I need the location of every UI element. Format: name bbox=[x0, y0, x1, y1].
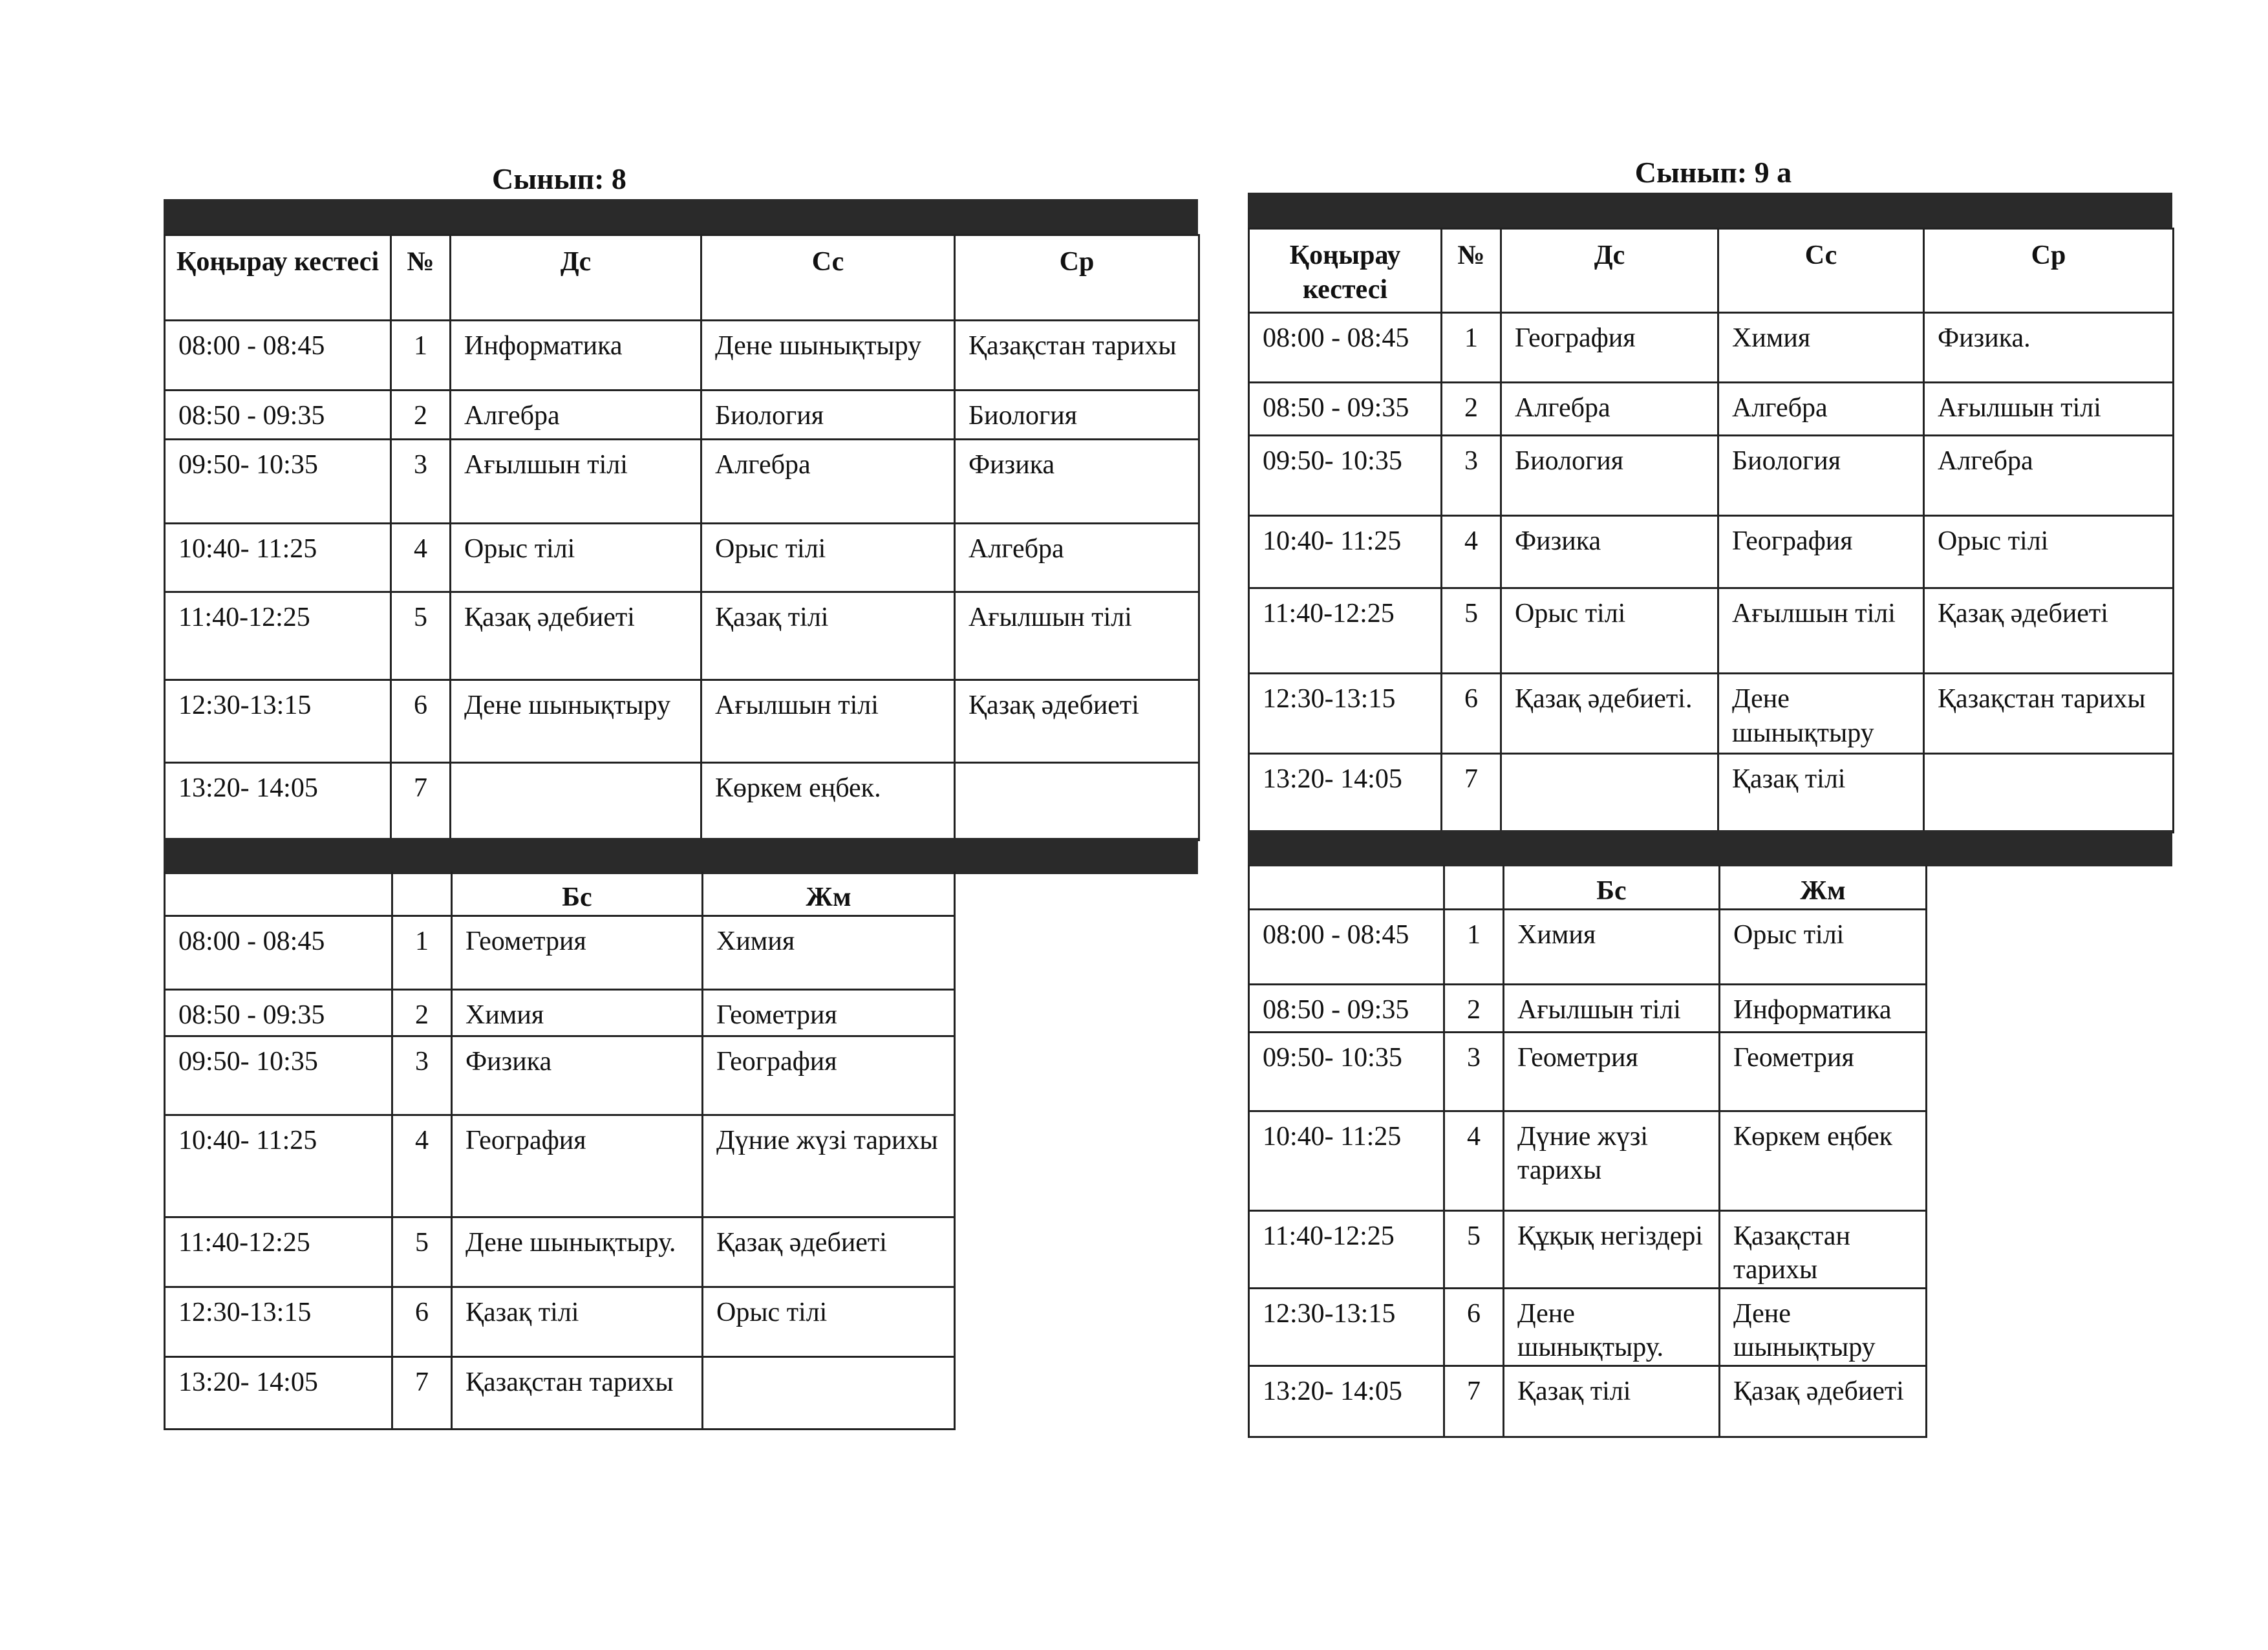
class-9a-mid-bar bbox=[1248, 830, 2172, 866]
subject-cell: Алгебра bbox=[701, 440, 955, 524]
lesson-number-cell: 7 bbox=[1442, 754, 1501, 833]
table-row bbox=[1249, 1210, 1927, 1288]
table-row bbox=[1249, 909, 1927, 984]
subject-cell: Дене шынықтыру. bbox=[452, 1217, 703, 1287]
time-cell: 08:00 - 08:45 bbox=[1249, 909, 1444, 984]
subject-cell: Орыс тілі bbox=[1924, 516, 2174, 588]
subject-cell: Орыс тілі bbox=[701, 524, 955, 592]
lesson-number-cell: 5 bbox=[1444, 1210, 1504, 1288]
subject-cell: Қазақ әдебиеті. bbox=[1501, 674, 1718, 754]
table-row bbox=[1249, 436, 2174, 516]
subject-cell: Қазақ тілі bbox=[701, 592, 955, 680]
lesson-number-cell: 4 bbox=[1442, 516, 1501, 588]
subject-cell: Химия bbox=[452, 989, 703, 1036]
time-cell: 10:40- 11:25 bbox=[1249, 1111, 1444, 1210]
table-row bbox=[165, 916, 955, 989]
subject-cell: Ағылшын тілі bbox=[1718, 588, 1924, 674]
subject-cell: Қазақ әдебиеті bbox=[1924, 588, 2174, 674]
lesson-number-cell: 3 bbox=[1444, 1032, 1504, 1111]
time-cell: 10:40- 11:25 bbox=[165, 1115, 392, 1217]
lesson-number-cell: 3 bbox=[392, 1036, 452, 1115]
time-cell: 12:30-13:15 bbox=[165, 1287, 392, 1356]
header-row bbox=[165, 872, 955, 916]
time-cell: 11:40-12:25 bbox=[165, 592, 391, 680]
day-header: Жм bbox=[703, 872, 955, 916]
subject-cell: Орыс тілі bbox=[1720, 909, 1927, 984]
time-cell: 12:30-13:15 bbox=[1249, 674, 1442, 754]
subject-cell: Биология bbox=[1501, 436, 1718, 516]
time-cell: 08:50 - 09:35 bbox=[1249, 984, 1444, 1032]
table-row bbox=[165, 1036, 955, 1115]
table-row bbox=[1249, 1032, 1927, 1111]
subject-cell: Орыс тілі bbox=[451, 524, 701, 592]
lesson-number-cell: 7 bbox=[391, 763, 451, 841]
table-row bbox=[165, 391, 1199, 440]
subject-cell: Қазақ тілі bbox=[452, 1287, 703, 1356]
subject-cell: Физика bbox=[955, 440, 1199, 524]
subject-cell: Дене шынықтыру. bbox=[1504, 1288, 1720, 1366]
time-cell: 13:20- 14:05 bbox=[1249, 1366, 1444, 1437]
time-cell: 09:50- 10:35 bbox=[165, 440, 391, 524]
lesson-number-cell: 2 bbox=[391, 391, 451, 440]
subject-cell: Дене шынықтыру bbox=[1720, 1288, 1927, 1366]
table-row bbox=[165, 1356, 955, 1429]
subject-cell: Химия bbox=[1504, 909, 1720, 984]
table-row bbox=[1249, 1288, 1927, 1366]
subject-cell: Алгебра bbox=[451, 391, 701, 440]
subject-cell: Қазақ әдебиеті bbox=[955, 680, 1199, 763]
subject-cell: Қазақ әдебиеті bbox=[1720, 1366, 1927, 1437]
lesson-number-cell: 7 bbox=[1444, 1366, 1504, 1437]
lesson-number-cell: 4 bbox=[1444, 1111, 1504, 1210]
class-9a-rows-bottom bbox=[1249, 909, 1927, 1437]
subject-cell: Биология bbox=[1718, 436, 1924, 516]
time-cell: 10:40- 11:25 bbox=[165, 524, 391, 592]
blank-header bbox=[165, 872, 392, 916]
subject-cell: Ағылшын тілі bbox=[1504, 984, 1720, 1032]
subject-cell: Қазақ әдебиеті bbox=[451, 592, 701, 680]
day-header: Бс bbox=[452, 872, 703, 916]
table-row bbox=[165, 440, 1199, 524]
time-cell: 10:40- 11:25 bbox=[1249, 516, 1442, 588]
table-row bbox=[1249, 754, 2174, 833]
class-9a-top-bar bbox=[1248, 193, 2172, 229]
subject-cell: Көркем еңбек. bbox=[701, 763, 955, 841]
day-header: Сс bbox=[701, 235, 955, 321]
time-cell: 08:50 - 09:35 bbox=[165, 989, 392, 1036]
class-9a-title: Сынып: 9 а bbox=[1634, 156, 1792, 189]
header-row bbox=[165, 235, 1199, 321]
subject-cell bbox=[703, 1356, 955, 1429]
time-cell: 13:20- 14:05 bbox=[165, 763, 391, 841]
subject-cell: Қазақ әдебиеті bbox=[703, 1217, 955, 1287]
subject-cell: Қазақстан тарихы bbox=[1720, 1210, 1927, 1288]
subject-cell: Ағылшын тілі bbox=[451, 440, 701, 524]
class-8-mid-bar bbox=[164, 838, 1198, 874]
subject-cell: Дүние жүзі тарихы bbox=[703, 1115, 955, 1217]
lesson-number-cell: 1 bbox=[392, 916, 452, 989]
header-row bbox=[1249, 865, 1927, 909]
subject-cell: Орыс тілі bbox=[703, 1287, 955, 1356]
class-8-title: Сынып: 8 bbox=[492, 162, 626, 195]
subject-cell: Алгебра bbox=[1924, 436, 2174, 516]
lesson-number-cell: 2 bbox=[1444, 984, 1504, 1032]
lesson-number-cell: 2 bbox=[392, 989, 452, 1036]
blank-header bbox=[1249, 865, 1444, 909]
subject-cell: Қазақ тілі bbox=[1504, 1366, 1720, 1437]
subject-cell: Алгебра bbox=[955, 524, 1199, 592]
class-9a-table-top bbox=[1248, 228, 2174, 833]
day-header: Жм bbox=[1720, 865, 1927, 909]
subject-cell: Геометрия bbox=[452, 916, 703, 989]
subject-cell: Дене шынықтыру bbox=[451, 680, 701, 763]
time-cell: 08:00 - 08:45 bbox=[1249, 313, 1442, 383]
table-row bbox=[165, 592, 1199, 680]
subject-cell: Қазақстан тарихы bbox=[955, 321, 1199, 391]
day-header: Дс bbox=[1501, 229, 1718, 313]
class-9a-table-bottom bbox=[1248, 865, 1927, 1438]
table-row bbox=[1249, 588, 2174, 674]
lesson-number-cell: 5 bbox=[392, 1217, 452, 1287]
subject-cell: Ағылшын тілі bbox=[955, 592, 1199, 680]
subject-cell: Алгебра bbox=[1718, 383, 1924, 436]
subject-cell bbox=[451, 763, 701, 841]
lesson-number-cell: 6 bbox=[392, 1287, 452, 1356]
time-cell: 09:50- 10:35 bbox=[165, 1036, 392, 1115]
subject-cell: Информатика bbox=[1720, 984, 1927, 1032]
lesson-number-cell: 1 bbox=[1442, 313, 1501, 383]
lesson-number-cell: 3 bbox=[1442, 436, 1501, 516]
subject-cell: Химия bbox=[1718, 313, 1924, 383]
subject-cell: Биология bbox=[955, 391, 1199, 440]
class-8-top-bar bbox=[164, 199, 1198, 235]
time-cell: 12:30-13:15 bbox=[165, 680, 391, 763]
subject-cell: Қазақстан тарихы bbox=[452, 1356, 703, 1429]
class-9a-rows-top bbox=[1249, 313, 2174, 833]
time-cell: 11:40-12:25 bbox=[165, 1217, 392, 1287]
table-row bbox=[1249, 313, 2174, 383]
lesson-number-cell: 6 bbox=[391, 680, 451, 763]
class-8-table-top bbox=[164, 234, 1200, 841]
table-row bbox=[165, 524, 1199, 592]
time-header: Қоңырау кестесі bbox=[1249, 229, 1442, 313]
subject-cell: Қазақстан тарихы bbox=[1924, 674, 2174, 754]
subject-cell: Геометрия bbox=[1504, 1032, 1720, 1111]
table-row bbox=[1249, 516, 2174, 588]
table-row bbox=[1249, 674, 2174, 754]
lesson-number-cell: 3 bbox=[391, 440, 451, 524]
table-row bbox=[165, 1217, 955, 1287]
class-8-table-bottom bbox=[164, 872, 956, 1430]
subject-cell bbox=[955, 763, 1199, 841]
table-row bbox=[165, 680, 1199, 763]
day-header: Ср bbox=[955, 235, 1199, 321]
lesson-number-cell: 1 bbox=[1444, 909, 1504, 984]
subject-cell: География bbox=[1501, 313, 1718, 383]
subject-cell: Алгебра bbox=[1501, 383, 1718, 436]
time-header: Қоңырау кестесі bbox=[165, 235, 391, 321]
time-cell: 08:50 - 09:35 bbox=[165, 391, 391, 440]
header-row bbox=[1249, 229, 2174, 313]
lesson-number-cell: 4 bbox=[391, 524, 451, 592]
time-cell: 11:40-12:25 bbox=[1249, 1210, 1444, 1288]
number-header: № bbox=[391, 235, 451, 321]
time-cell: 08:00 - 08:45 bbox=[165, 321, 391, 391]
subject-cell: Ағылшын тілі bbox=[1924, 383, 2174, 436]
lesson-number-cell: 5 bbox=[1442, 588, 1501, 674]
subject-cell: География bbox=[452, 1115, 703, 1217]
time-cell: 09:50- 10:35 bbox=[1249, 436, 1442, 516]
day-header: Ср bbox=[1924, 229, 2174, 313]
lesson-number-cell: 1 bbox=[391, 321, 451, 391]
subject-cell: Биология bbox=[701, 391, 955, 440]
subject-cell: Ағылшын тілі bbox=[701, 680, 955, 763]
subject-cell: Дүние жүзі тарихы bbox=[1504, 1111, 1720, 1210]
table-row bbox=[1249, 1366, 1927, 1437]
class-8-rows-bottom bbox=[165, 916, 955, 1429]
subject-cell: Геометрия bbox=[703, 989, 955, 1036]
table-row bbox=[165, 989, 955, 1036]
lesson-number-cell: 5 bbox=[391, 592, 451, 680]
subject-cell: Көркем еңбек bbox=[1720, 1111, 1927, 1210]
subject-cell: Физика. bbox=[1924, 313, 2174, 383]
table-row bbox=[165, 1287, 955, 1356]
subject-cell: Физика bbox=[1501, 516, 1718, 588]
lesson-number-cell: 2 bbox=[1442, 383, 1501, 436]
time-cell: 11:40-12:25 bbox=[1249, 588, 1442, 674]
subject-cell: Дене шынықтыру bbox=[701, 321, 955, 391]
subject-cell: Құқық негіздері bbox=[1504, 1210, 1720, 1288]
lesson-number-cell: 4 bbox=[392, 1115, 452, 1217]
lesson-number-cell: 6 bbox=[1442, 674, 1501, 754]
subject-cell: Информатика bbox=[451, 321, 701, 391]
subject-cell: Химия bbox=[703, 916, 955, 989]
blank-header bbox=[392, 872, 452, 916]
day-header: Бс bbox=[1504, 865, 1720, 909]
time-cell: 12:30-13:15 bbox=[1249, 1288, 1444, 1366]
table-row bbox=[165, 763, 1199, 841]
subject-cell: Физика bbox=[452, 1036, 703, 1115]
subject-cell: Геометрия bbox=[1720, 1032, 1927, 1111]
time-cell: 13:20- 14:05 bbox=[1249, 754, 1442, 833]
time-cell: 09:50- 10:35 bbox=[1249, 1032, 1444, 1111]
table-row bbox=[1249, 984, 1927, 1032]
table-row bbox=[165, 321, 1199, 391]
subject-cell: Орыс тілі bbox=[1501, 588, 1718, 674]
subject-cell: География bbox=[1718, 516, 1924, 588]
table-row bbox=[1249, 383, 2174, 436]
time-cell: 13:20- 14:05 bbox=[165, 1356, 392, 1429]
day-header: Дс bbox=[451, 235, 701, 321]
table-row bbox=[1249, 1111, 1927, 1210]
subject-cell: Дене шынықтыру bbox=[1718, 674, 1924, 754]
lesson-number-cell: 6 bbox=[1444, 1288, 1504, 1366]
subject-cell: География bbox=[703, 1036, 955, 1115]
lesson-number-cell: 7 bbox=[392, 1356, 452, 1429]
blank-header bbox=[1444, 865, 1504, 909]
subject-cell: Қазақ тілі bbox=[1718, 754, 1924, 833]
subject-cell bbox=[1501, 754, 1718, 833]
table-row bbox=[165, 1115, 955, 1217]
day-header: Сс bbox=[1718, 229, 1924, 313]
time-cell: 08:00 - 08:45 bbox=[165, 916, 392, 989]
class-8-rows-top bbox=[165, 321, 1199, 841]
number-header: № bbox=[1442, 229, 1501, 313]
subject-cell bbox=[1924, 754, 2174, 833]
time-cell: 08:50 - 09:35 bbox=[1249, 383, 1442, 436]
